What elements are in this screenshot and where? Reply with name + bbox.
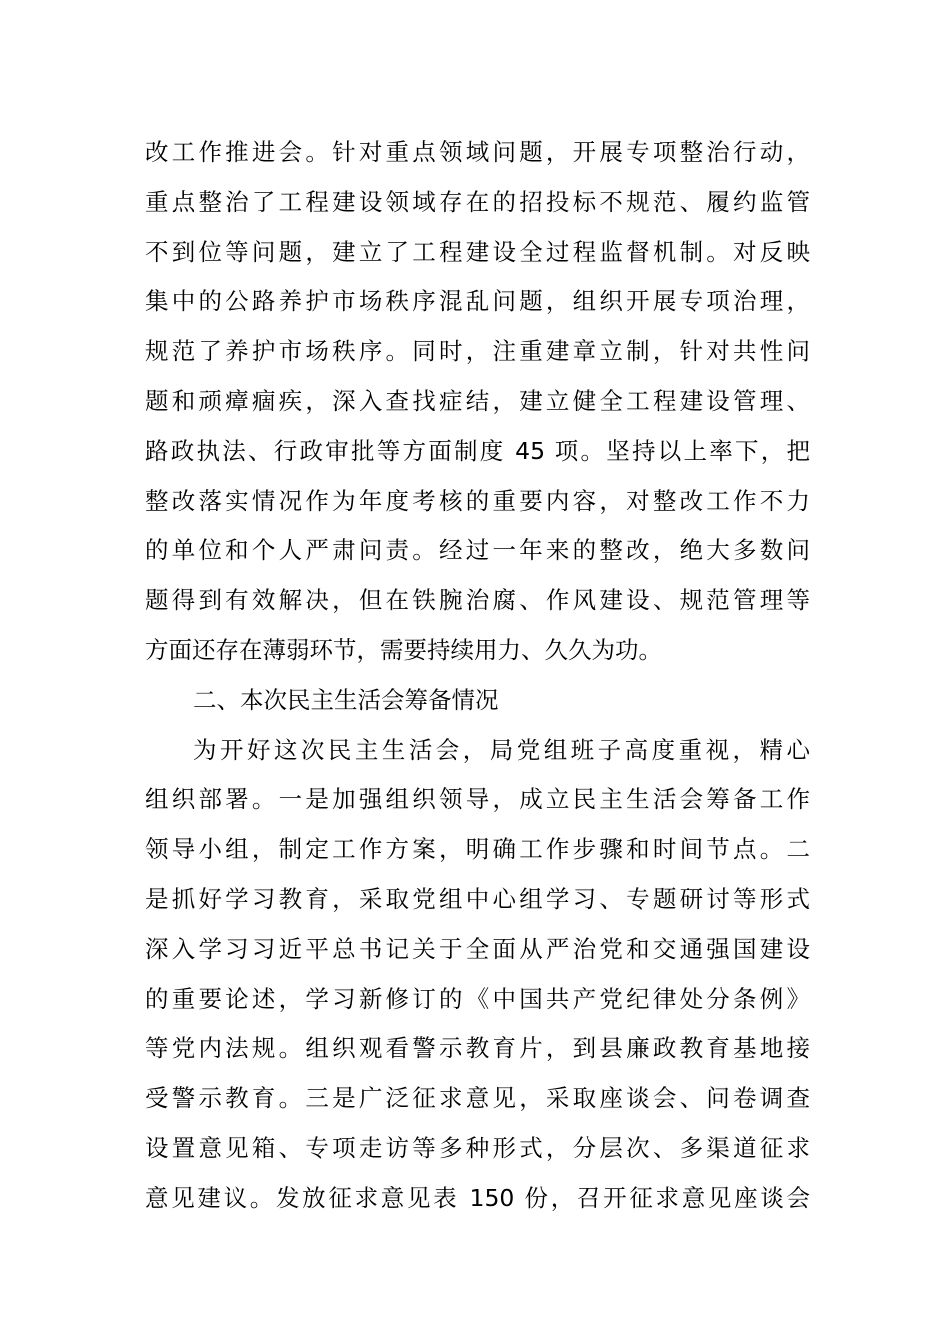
body-text [145,128,810,1224]
section-heading: 二、本次民主生活会筹备情况 [193,685,499,714]
text-line-2: 重点整治了工程建设领域存在的招投标不规范、履约监管 [145,187,810,216]
text-line-22: 意见建议。发放征求意见表 150 份，召开征求意见座谈会 [145,1183,810,1212]
text-line-6: 题和顽瘴痼疾，深入查找症结，建立健全工程建设管理、 [145,386,810,415]
text-line-18: 的重要论述，学习新修订的《中国共产党纪律处分条例》 [145,984,810,1013]
text-line-21: 设置意见箱、专项走访等多种形式，分层次、多渠道征求 [145,1133,810,1162]
text-line-5: 规范了养护市场秩序。同时，注重建章立制，针对共性问 [145,337,810,366]
text-line-9: 的单位和个人严肃问责。经过一年来的整改，绝大多数问 [145,536,810,565]
text-line-17: 深入学习习近平总书记关于全面从严治党和交通强国建设 [145,934,810,963]
text-line-10: 题得到有效解决，但在铁腕治腐、作风建设、规范管理等 [145,586,810,615]
text-line-13: 为开好这次民主生活会，局党组班子高度重视，精心 [193,735,810,764]
text-line-14: 组织部署。一是加强组织领导，成立民主生活会筹备工作 [145,785,810,814]
text-line-15: 领导小组，制定工作方案，明确工作步骤和时间节点。二 [145,835,810,864]
text-line-19: 等党内法规。组织观看警示教育片，到县廉政教育基地接 [145,1034,810,1063]
text-line-16: 是抓好学习教育，采取党组中心组学习、专题研讨等形式 [145,884,810,913]
text-line-20: 受警示教育。三是广泛征求意见，采取座谈会、问卷调查 [145,1084,810,1113]
text-line-7: 路政执法、行政审批等方面制度 45 项。坚持以上率下，把 [145,436,810,465]
text-line-1: 改工作推进会。针对重点领域问题，开展专项整治行动， [145,138,810,166]
text-line-8: 整改落实情况作为年度考核的重要内容，对整改工作不力 [145,486,810,515]
text-line-3: 不到位等问题，建立了工程建设全过程监督机制。对反映 [145,237,810,266]
text-line-4: 集中的公路养护市场秩序混乱问题，组织开展专项治理， [145,287,810,316]
text-line-11: 方面还存在薄弱环节，需要持续用力、久久为功。 [145,635,662,664]
